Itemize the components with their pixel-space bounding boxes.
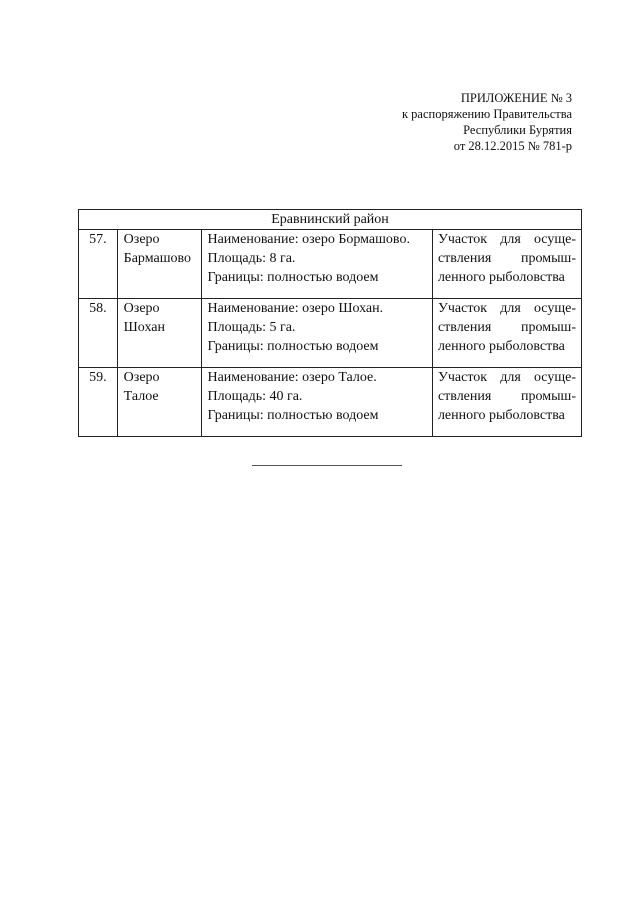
lake-description-cell	[202, 299, 432, 368]
description-area: Площадь: 5 га.	[207, 320, 296, 335]
table-row	[79, 368, 582, 437]
row-number: 57.	[79, 230, 118, 299]
purpose-line: Участок для осуще-	[437, 232, 576, 247]
lake-name-cell	[117, 368, 202, 437]
row-number: 58.	[79, 299, 118, 368]
end-divider	[252, 465, 402, 466]
purpose-line: ленного рыболовства	[437, 270, 565, 285]
description-name: Наименование: озеро Бормашово.	[207, 232, 410, 247]
lake-name-cell	[117, 299, 202, 368]
lake-description-cell	[202, 368, 432, 437]
description-bounds: Границы: полностью водоем	[207, 339, 379, 354]
lake-name-line: Талое	[123, 389, 159, 404]
lake-name-cell	[117, 230, 202, 299]
description-name: Наименование: озеро Шохан.	[207, 301, 384, 316]
table-row	[79, 230, 582, 299]
row-number: 59.	[79, 368, 118, 437]
district-name: Еравнинский район	[79, 210, 582, 230]
purpose-line: ствления промыш-	[437, 251, 576, 266]
lake-name-line: Озеро	[123, 232, 160, 247]
lake-name-line: Бармашово	[123, 251, 191, 266]
description-area: Площадь: 40 га.	[207, 389, 303, 404]
description-area: Площадь: 8 га.	[207, 251, 296, 266]
purpose-cell	[432, 299, 581, 368]
purpose-line: ствления промыш-	[437, 389, 576, 404]
lake-name-line: Шохан	[123, 320, 165, 335]
purpose-line: Участок для осуще-	[437, 370, 576, 385]
purpose-line: ствления промыш-	[437, 320, 576, 335]
purpose-line: ленного рыболовства	[437, 339, 565, 354]
purpose-cell	[432, 230, 581, 299]
purpose-cell	[432, 368, 581, 437]
lake-description-cell	[202, 230, 432, 299]
attachment-government: Республики Бурятия	[463, 123, 572, 137]
lake-name-line: Озеро	[123, 370, 160, 385]
purpose-line: Участок для осуще-	[437, 301, 576, 316]
district-row	[79, 210, 582, 230]
fishing-areas-table	[78, 209, 582, 437]
attachment-reference: к распоряжению Правительства	[401, 107, 572, 121]
description-bounds: Границы: полностью водоем	[207, 270, 379, 285]
description-name: Наименование: озеро Талое.	[207, 370, 377, 385]
table-row	[79, 299, 582, 368]
attachment-number: ПРИЛОЖЕНИЕ № 3	[460, 91, 572, 105]
purpose-line: ленного рыболовства	[437, 408, 565, 423]
description-bounds: Границы: полностью водоем	[207, 408, 379, 423]
lake-name-line: Озеро	[123, 301, 160, 316]
attachment-date: от 28.12.2015 № 781-р	[453, 139, 572, 153]
attachment-header	[402, 90, 572, 154]
